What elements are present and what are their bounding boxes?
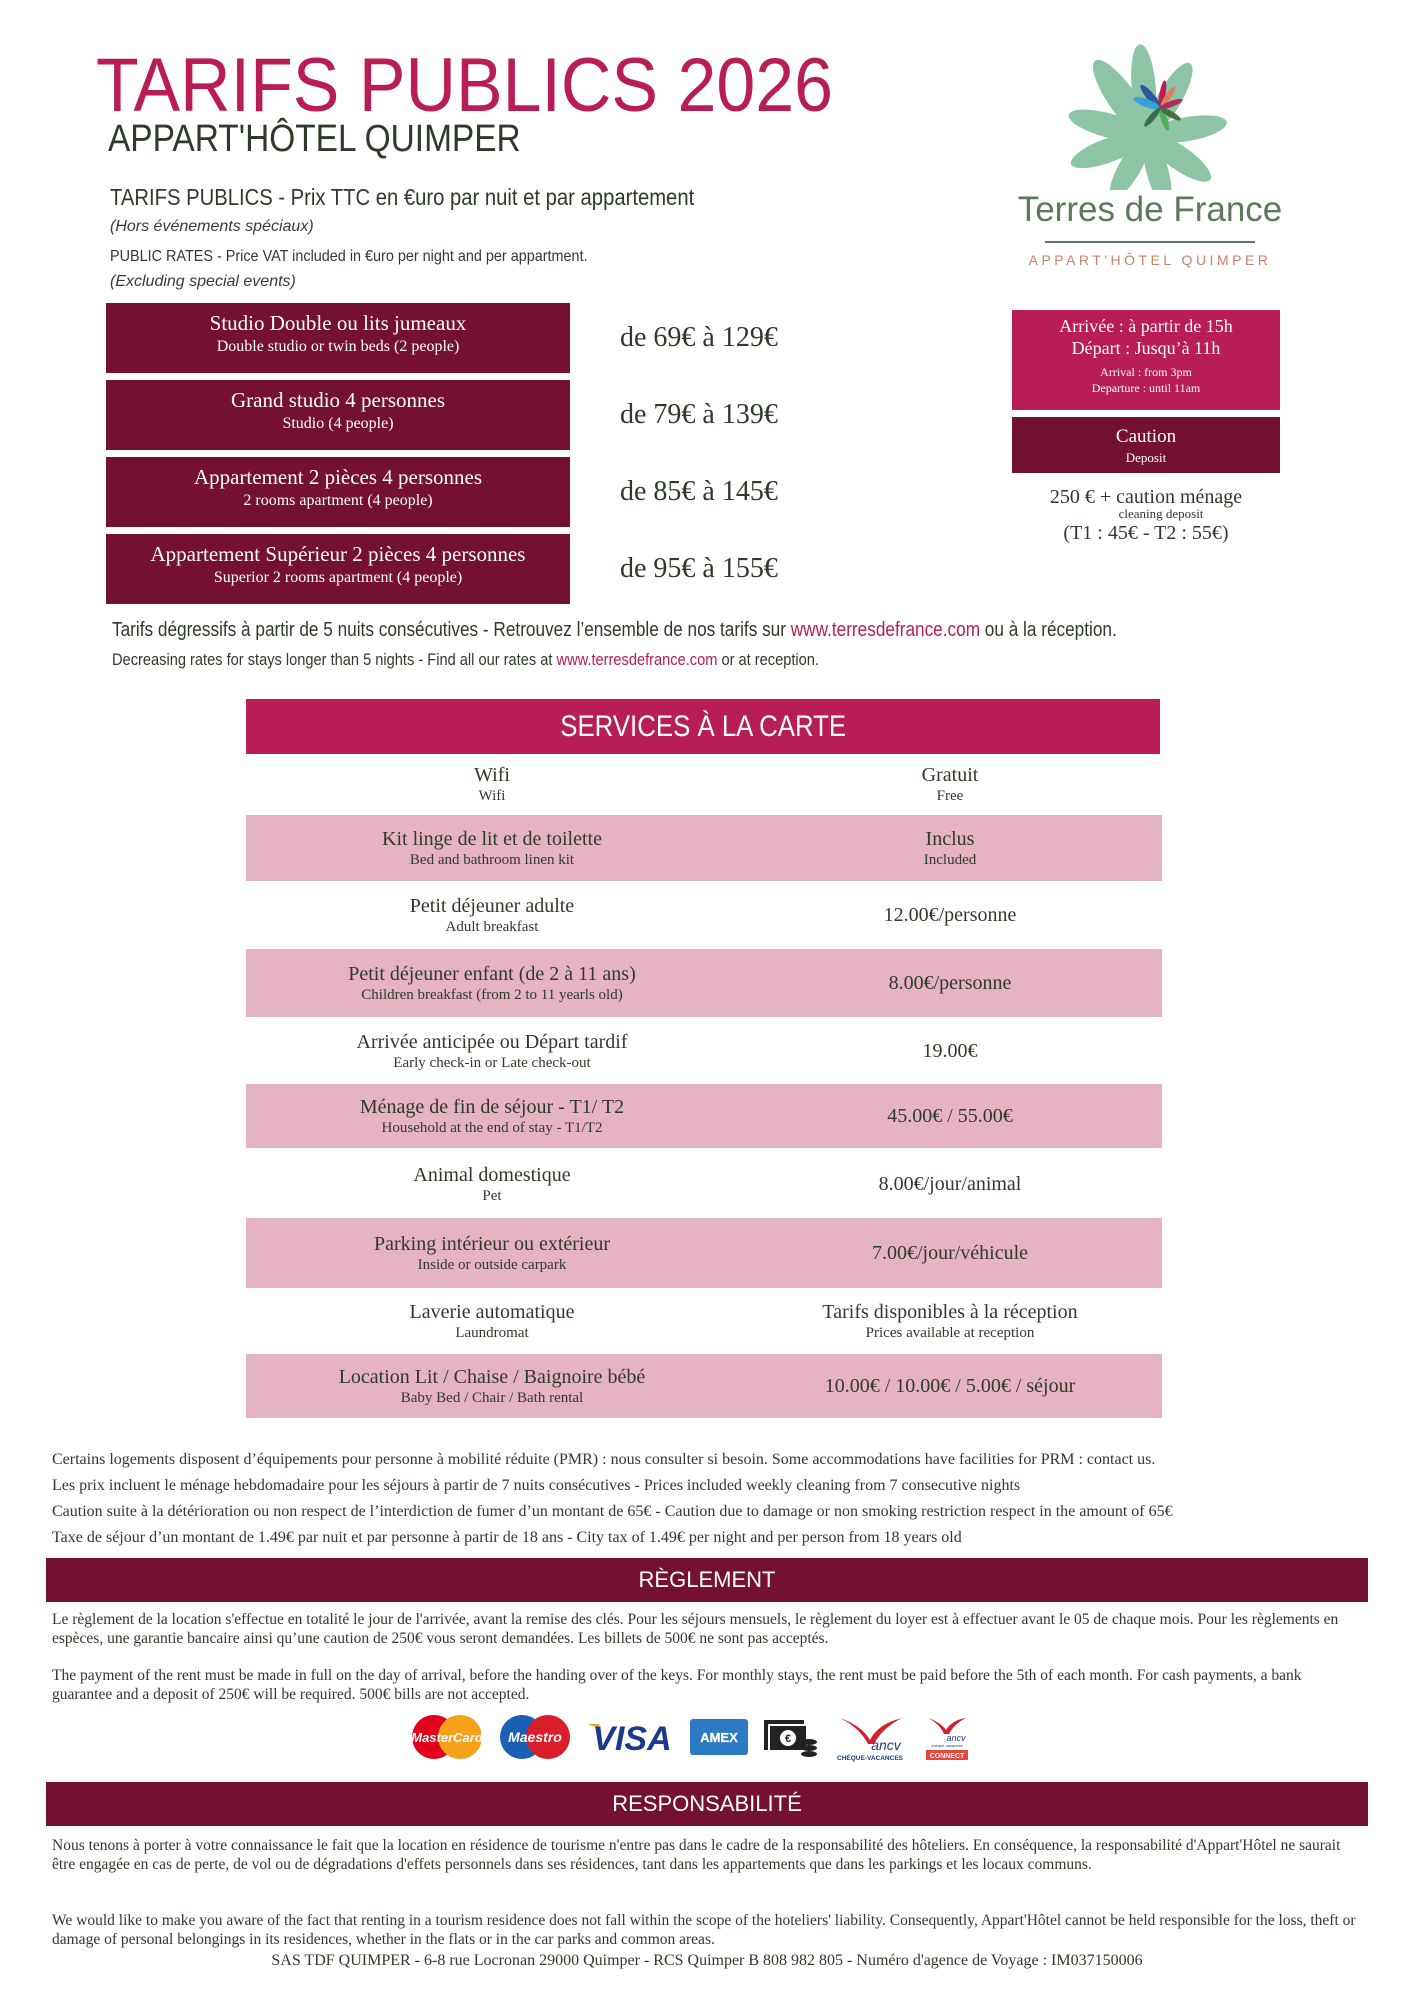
service-name-en: Wifi	[478, 788, 506, 804]
service-name-fr: Kit linge de lit et de toilette	[382, 828, 602, 850]
service-value: 8.00€/jour/animal	[878, 1172, 1022, 1195]
svg-text:ancv: ancv	[946, 1733, 966, 1743]
room-price: de 95€ à 155€	[620, 553, 778, 584]
page-title: TARIFS PUBLICS 2026	[96, 43, 834, 128]
maestro-icon	[498, 1714, 572, 1760]
degressive-text: or at reception.	[717, 650, 819, 669]
service-name-fr: Petit déjeuner adulte	[409, 895, 575, 917]
brand-tagline: APPART'HÔTEL QUIMPER	[1028, 252, 1272, 268]
note-weekly-cleaning: Les prix incluent le ménage hebdomadaire pour les séjours à partir de 7 nuits consécutives - Prices included weekly cleaning from 7 consecutive nights	[52, 1477, 1021, 1494]
mastercard-icon	[410, 1714, 484, 1760]
room-price: de 69€ à 129€	[620, 322, 778, 353]
room-price: de 85€ à 145€	[620, 476, 778, 507]
note-city-tax: Taxe de séjour d’un montant de 1.49€ par nuit et par personne à partir de 18 ans - City tax of 1.49€ per night and per person from 18 years old	[52, 1529, 962, 1546]
service-row	[246, 756, 1162, 812]
responsabilite-text-en: We would like to make you aware of the fact that renting in a tourism residence does not fall within the scope of the hoteliers' liability. Consequently, Appart'Hôtel cannot be held responsible for the loss, theft or damage of personal belongings in its residences, whether in the flats or in the car parks and common areas.	[52, 1912, 1356, 1948]
reglement-text-fr: Le règlement de la location s'effectue en totalité le jour de l'arrivée, avant la remise des clés. Pour les séjours mensuels, le règlement du loyer est à effectuer avant le 05 de chaque mois. Pour les règlements en espèces, une garantie bancaire ainsi qu’une caution de 250€ vous seront demandées. Les billets de 500€ ne sont pas acceptés.	[52, 1611, 1339, 1647]
brand-logo	[990, 40, 1330, 280]
reglement-text-en: The payment of the rent must be made in full on the day of arrival, before the handing over of the keys. For monthly stays, the rent must be paid before the 5th of each month. For cash payments, a bank guarantee and a deposit of 250€ will be required. 500€ bills are not accepted.	[52, 1667, 1302, 1703]
service-row	[246, 884, 1162, 946]
website-link[interactable]: www.terresdefrance.com	[556, 650, 718, 669]
hotel-name: APPART'HÔTEL QUIMPER	[108, 118, 521, 160]
responsabilite-heading: RESPONSABILITÉ	[46, 1782, 1368, 1826]
service-name-en: Baby Bed / Chair / Bath rental	[400, 1390, 584, 1406]
service-row	[246, 1084, 1162, 1148]
departure-time-en: Departure : until 11am	[1091, 380, 1201, 395]
service-value-en: Free	[936, 788, 964, 804]
service-value-en: Included	[923, 852, 977, 868]
note-smoking-deposit: Caution suite à la détérioration ou non respect de l’interdiction de fumer d’un montant de 65€ - Caution due to damage or non smoking restriction respect in the amount of 65€	[52, 1503, 1173, 1520]
service-row	[246, 1151, 1162, 1217]
svg-text:MasterCard: MasterCard	[411, 1730, 483, 1745]
degressive-rates-fr	[112, 619, 1117, 642]
service-name-en: Children breakfast (from 2 to 11 yearls old)	[361, 987, 623, 1003]
cash-icon	[762, 1714, 818, 1760]
room-name-fr: Studio Double ou lits jumeaux	[209, 311, 467, 335]
service-value: Gratuit	[921, 764, 979, 786]
service-row	[246, 1218, 1162, 1288]
room-name-en: 2 rooms apartment (4 people)	[243, 492, 433, 510]
room-name-fr: Appartement 2 pièces 4 personnes	[193, 465, 483, 489]
room-type-grand-studio	[106, 380, 570, 450]
service-name-fr: Ménage de fin de séjour - T1/ T2	[359, 1096, 625, 1118]
service-value: 12.00€/personne	[883, 903, 1017, 926]
service-row	[246, 949, 1162, 1017]
service-name-fr: Laverie automatique	[409, 1301, 575, 1323]
service-name-fr: Petit déjeuner enfant (de 2 à 11 ans)	[348, 963, 636, 985]
room-name-en: Superior 2 rooms apartment (4 people)	[213, 569, 463, 587]
visa-icon	[586, 1714, 676, 1760]
deposit-amount	[1012, 486, 1280, 545]
room-name-en: Studio (4 people)	[282, 415, 394, 433]
service-value: 45.00€ / 55.00€	[887, 1104, 1013, 1127]
room-type-studio-double	[106, 303, 570, 373]
deposit-label-fr: Caution	[1115, 426, 1177, 447]
service-name-en: Inside or outside carpark	[417, 1257, 567, 1273]
service-value: 7.00€/jour/véhicule	[871, 1241, 1029, 1264]
service-name-en: Household at the end of stay - T1/T2	[381, 1120, 603, 1136]
degressive-text: Decreasing rates for stays longer than 5 nights - Find all our rates at	[112, 650, 557, 669]
deposit-amount-main: 250 € + caution ménage	[1049, 486, 1243, 508]
room-name-fr: Appartement Supérieur 2 pièces 4 personnes	[150, 542, 526, 566]
service-name-en: Pet	[482, 1188, 502, 1204]
rates-note-en: (Excluding special events)	[110, 273, 296, 290]
deposit-amount-en: cleaning deposit	[1118, 506, 1204, 521]
service-value: Inclus	[925, 828, 975, 850]
note-pmr: Certains logements disposent d’équipements pour personne à mobilité réduite (PMR) : nous consulter si besoin. Some accommodations have facilities for PRM : contact us.	[52, 1451, 1156, 1468]
room-type-superior-apartment	[106, 534, 570, 604]
services-title: SERVICES À LA CARTE	[560, 710, 846, 743]
rates-heading-en: PUBLIC RATES - Price VAT included in €uro per night and per appartment.	[110, 248, 588, 265]
service-value: 19.00€	[922, 1039, 978, 1062]
svg-text:CONNECT: CONNECT	[929, 1753, 965, 1760]
amex-icon	[690, 1717, 748, 1757]
service-value: 10.00€ / 10.00€ / 5.00€ / séjour	[824, 1374, 1076, 1397]
ancv-connect-icon	[922, 1712, 972, 1762]
website-link[interactable]: www.terresdefrance.com	[790, 619, 981, 641]
deposit-box	[1012, 417, 1280, 473]
arrival-time-en: Arrival : from 3pm	[1100, 365, 1192, 380]
responsabilite-text-fr: Nous tenons à porter à votre connaissance le fait que la location en résidence de tourisme n'entre pas dans le cadre de la responsabilité des hôteliers. En conséquence, la responsabilité d'Appart'Hôtel ne saurait être engagée en cas de perte, de vol ou de dégradations d'effets personnels dans ses résidences, tant dans les appartements que dans les parkings et les locaux communs.	[52, 1837, 1341, 1873]
room-name-fr: Grand studio 4 personnes	[230, 388, 446, 412]
reglement-heading: RÈGLEMENT	[46, 1558, 1368, 1602]
service-row	[246, 1354, 1162, 1418]
svg-text:chèque-vacances: chèque-vacances	[931, 1743, 963, 1748]
degressive-text: Tarifs dégressifs à partir de 5 nuits consécutives - Retrouvez l’ensemble de nos tarifs sur	[112, 619, 791, 641]
service-name-fr: Arrivée anticipée ou Départ tardif	[356, 1031, 628, 1053]
service-row	[246, 1020, 1162, 1082]
brand-divider	[1045, 241, 1255, 243]
arrival-time-fr: Arrivée : à partir de 15h	[1059, 316, 1233, 336]
service-value: Tarifs disponibles à la réception	[822, 1301, 1078, 1323]
service-row	[246, 1290, 1162, 1352]
departure-time-fr: Départ : Jusqu’à 11h	[1071, 337, 1221, 358]
service-value: 8.00€/personne	[888, 971, 1012, 994]
service-name-fr: Wifi	[474, 764, 510, 786]
arrival-departure-box	[1012, 310, 1280, 410]
room-name-en: Double studio or twin beds (2 people)	[216, 338, 460, 356]
service-value-en: Prices available at reception	[865, 1325, 1035, 1341]
room-type-apartment-2-rooms	[106, 457, 570, 527]
legal-footer: SAS TDF QUIMPER - 6-8 rue Locronan 29000 Quimper - RCS Quimper B 808 982 805 - Numéro d'agence de Voyage : IM037150006	[271, 1952, 1143, 1969]
room-price: de 79€ à 139€	[620, 399, 778, 430]
svg-text:VISA: VISA	[592, 1720, 672, 1758]
degressive-text: ou à la réception.	[980, 619, 1117, 641]
svg-text:CHÈQUE-VACANCES: CHÈQUE-VACANCES	[837, 1755, 903, 1762]
leaf-flower-icon	[990, 40, 1330, 190]
service-row	[246, 815, 1162, 881]
service-name-en: Adult breakfast	[445, 919, 539, 935]
ancv-cheque-vacances-icon	[832, 1712, 908, 1762]
services-heading	[246, 699, 1160, 754]
payment-methods	[410, 1712, 972, 1762]
brand-name: Terres de France	[1017, 190, 1283, 229]
degressive-rates-en	[112, 650, 819, 670]
rates-heading-fr: TARIFS PUBLICS - Prix TTC en €uro par nuit et par appartement	[110, 184, 695, 210]
deposit-label-en: Deposit	[1125, 450, 1167, 465]
service-name-en: Early check-in or Late check-out	[393, 1055, 591, 1071]
svg-text:AMEX: AMEX	[700, 1730, 738, 1745]
svg-text:ancv: ancv	[871, 1737, 901, 1753]
service-name-en: Bed and bathroom linen kit	[409, 852, 575, 868]
deposit-cleaning-detail: (T1 : 45€ - T2 : 55€)	[1063, 522, 1229, 544]
service-name-en: Laundromat	[455, 1325, 529, 1341]
service-name-fr: Location Lit / Chaise / Baignoire bébé	[338, 1366, 646, 1388]
rates-note-fr: (Hors événements spéciaux)	[110, 218, 314, 235]
svg-text:€: €	[784, 1733, 792, 1745]
service-name-fr: Animal domestique	[413, 1164, 571, 1186]
service-name-fr: Parking intérieur ou extérieur	[373, 1233, 611, 1255]
svg-text:Maestro: Maestro	[508, 1729, 562, 1745]
